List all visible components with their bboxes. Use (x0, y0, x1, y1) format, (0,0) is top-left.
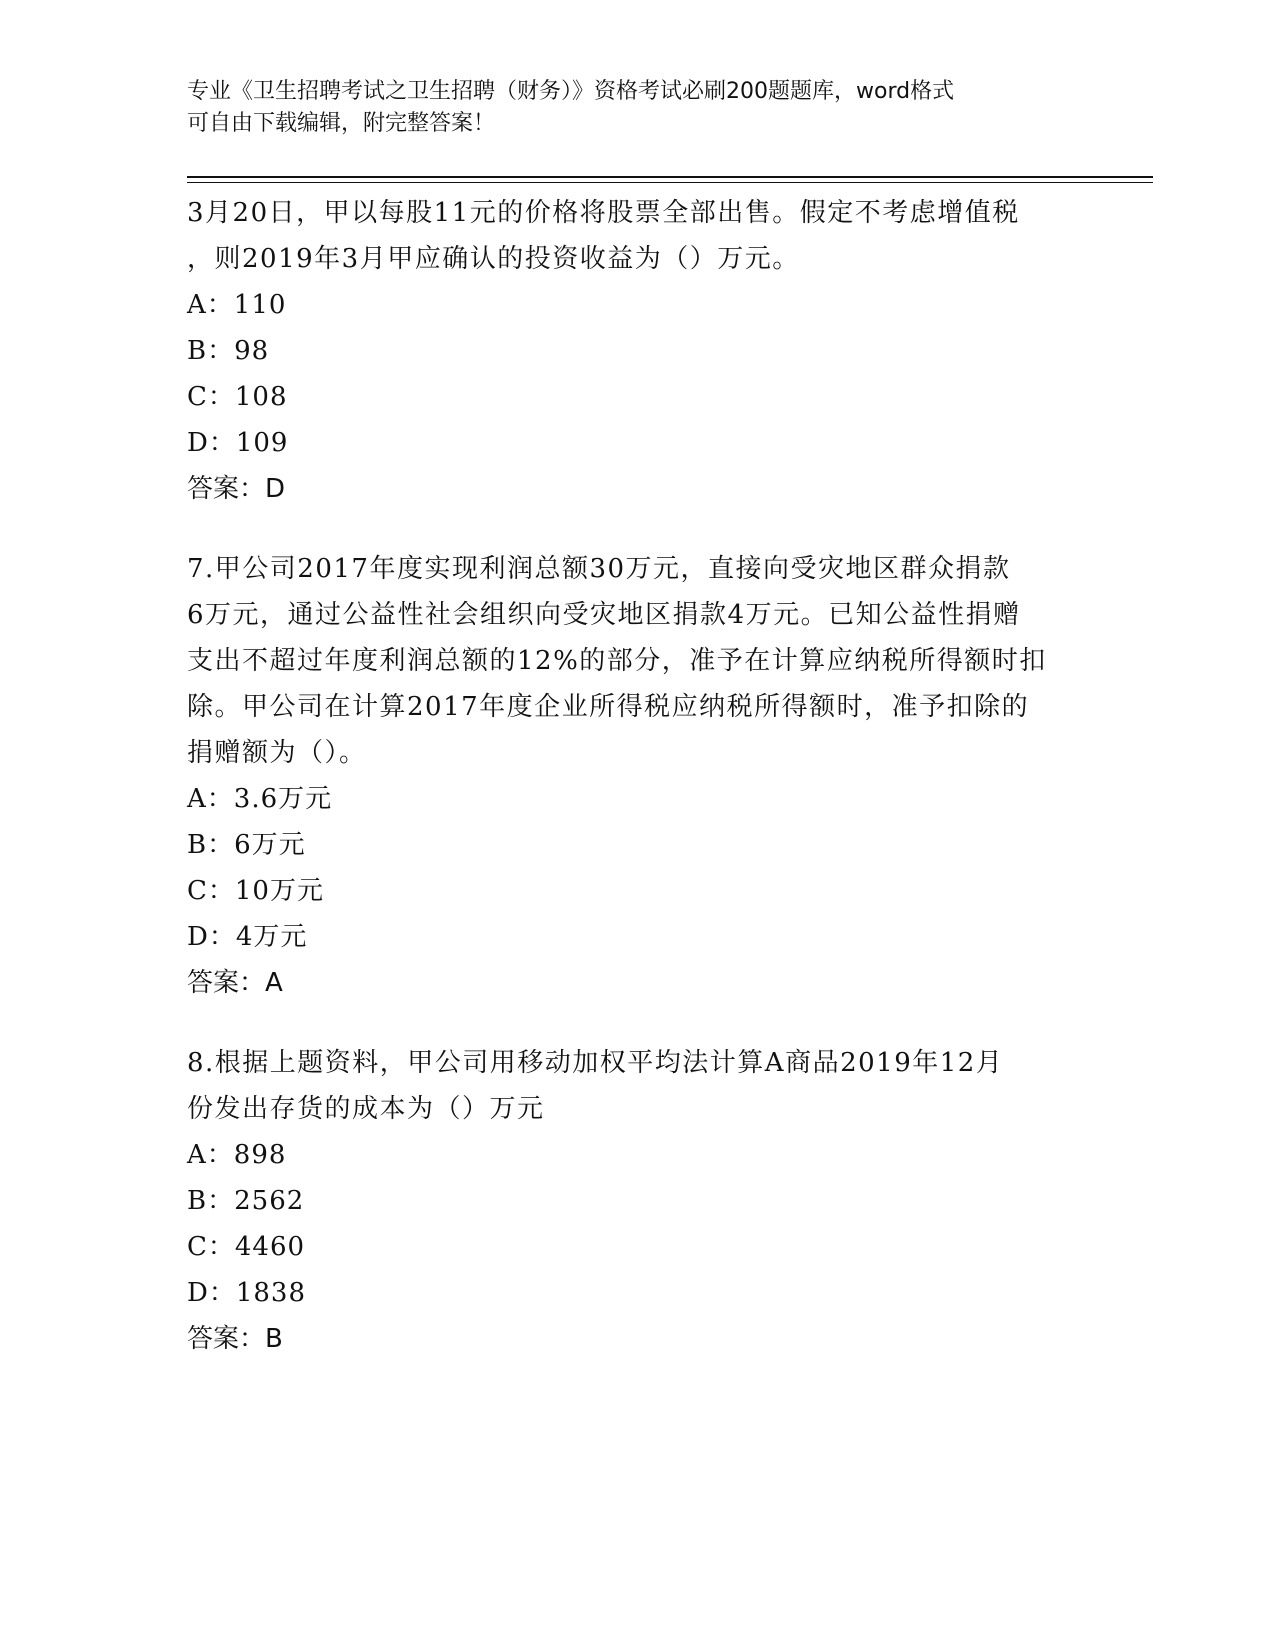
question-8 (187, 1040, 1087, 1362)
option-a: A：110 (187, 290, 287, 320)
question-list (187, 190, 1087, 1396)
question-6 (187, 190, 1087, 512)
option-b: B：2562 (187, 1186, 305, 1216)
header-divider-thin (187, 182, 1153, 183)
document-header (187, 76, 1067, 140)
question-text-line: 捐赠额为（）。 (187, 738, 367, 768)
option-d: D：1838 (187, 1278, 307, 1308)
option-b: B：98 (187, 336, 270, 366)
question-text-line: 除。甲公司在计算2017年度企业所得税应纳税所得额时，准予扣除的 (187, 692, 1030, 722)
option-c: C：4460 (187, 1232, 306, 1262)
option-d: D：4万元 (187, 922, 308, 952)
question-text-line: 3月20日，甲以每股11元的价格将股票全部出售。假定不考虑增值税 (187, 198, 1020, 228)
option-a: A：898 (187, 1140, 287, 1170)
option-d: D：109 (187, 428, 289, 458)
option-b: B：6万元 (187, 830, 306, 860)
option-a: A：3.6万元 (187, 784, 333, 814)
option-c: C：108 (187, 382, 288, 412)
answer: 答案：B (187, 1324, 283, 1354)
answer: 答案：D (187, 474, 286, 504)
header-line-2: 可自由下载编辑，附完整答案！ (187, 111, 496, 136)
answer: 答案：A (187, 968, 283, 998)
question-text-line: 6万元，通过公益性社会组织向受灾地区捐款4万元。已知公益性捐赠 (187, 600, 1021, 630)
header-divider-thick (187, 176, 1153, 178)
question-text-line: 份发出存货的成本为（）万元 (187, 1094, 545, 1124)
question-text-line: 8.根据上题资料，甲公司用移动加权平均法计算A商品2019年12月 (187, 1048, 1004, 1078)
question-text-line: ，则2019年3月甲应确认的投资收益为（）万元。 (187, 244, 800, 274)
option-c: C：10万元 (187, 876, 324, 906)
question-7 (187, 546, 1087, 1006)
question-text-line: 7.甲公司2017年度实现利润总额30万元，直接向受灾地区群众捐款 (187, 554, 1011, 584)
question-text-line: 支出不超过年度利润总额的12%的部分，准予在计算应纳税所得额时扣 (187, 646, 1047, 676)
header-line-1: 专业《卫生招聘考试之卫生招聘（财务）》资格考试必刷200题题库，word格式 (187, 79, 955, 104)
